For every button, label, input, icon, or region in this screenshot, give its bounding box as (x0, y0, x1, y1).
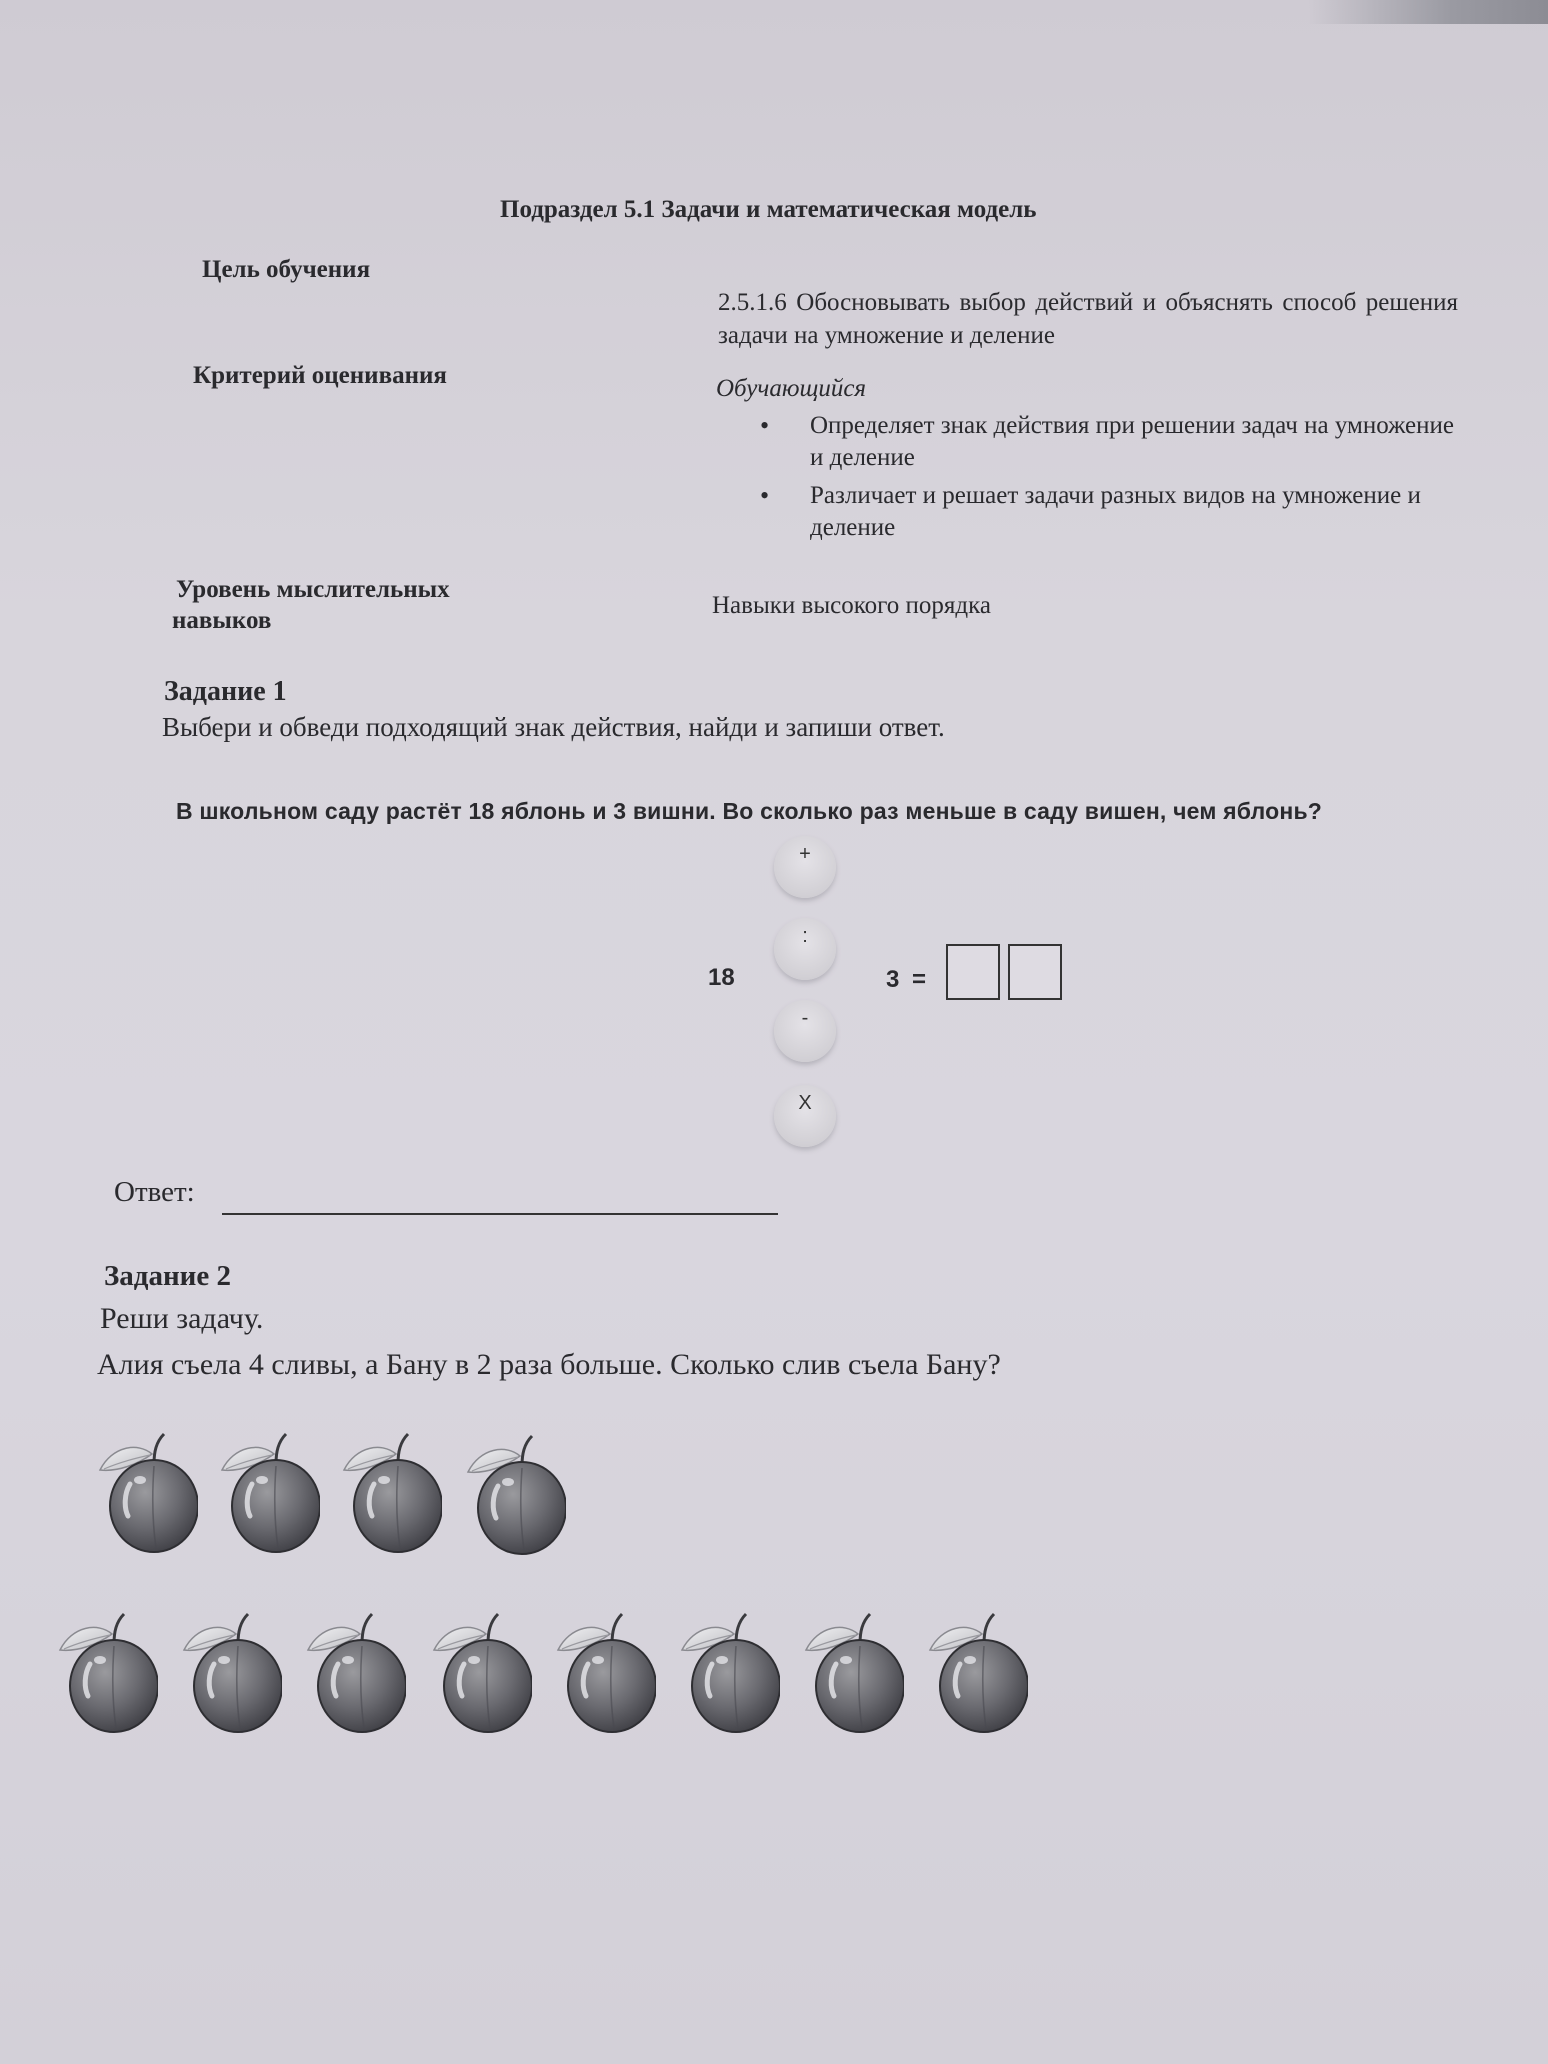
criteria-item: • Различает и решает задачи разных видов на умножение и деление (760, 480, 1470, 544)
plum-icon (54, 1604, 158, 1734)
goal-value: 2.5.1.6 Обосновывать выбор действий и объяснять способ решения задачи на умножение и деление (718, 289, 1458, 349)
plum-icon (178, 1604, 282, 1734)
answer-box-ones[interactable] (1008, 944, 1062, 1000)
equals-sign: = (912, 966, 927, 993)
section-title: Подраздел 5.1 Задачи и математическая модель (500, 196, 1037, 223)
plum-icon (94, 1424, 198, 1554)
right-number: 3 (886, 966, 900, 993)
plum-icon (676, 1604, 780, 1734)
level-value: Навыки высокого порядка (712, 592, 991, 619)
operator-minus[interactable]: - (774, 1000, 836, 1062)
left-number: 18 (708, 964, 735, 991)
plum-icon (338, 1424, 442, 1554)
task1-title: Задание 1 (164, 676, 287, 707)
level-label-line2: навыков (172, 607, 272, 634)
task2-title: Задание 2 (104, 1260, 232, 1292)
plum-icon (428, 1604, 532, 1734)
level-label-line1: Уровень мыслительных (176, 576, 450, 603)
criteria-item: • Определяет знак действия при решении задач на умножение и деление (760, 410, 1470, 474)
operator-multiply[interactable]: X (774, 1085, 836, 1147)
task1-problem: В школьном саду растёт 18 яблонь и 3 вишни. Во сколько раз меньше в саду вишен, чем яблонь? (176, 798, 1323, 824)
answer-label: Ответ: (114, 1176, 195, 1208)
operator-plus[interactable]: + (774, 836, 836, 898)
plum-icon (800, 1604, 904, 1734)
criteria-list (760, 410, 1470, 550)
answer-box-tens[interactable] (946, 944, 1000, 1000)
task2-problem: Алия съела 4 сливы, а Бану в 2 раза больше. Сколько слив съела Бану? (97, 1348, 1001, 1381)
plum-icon (924, 1604, 1028, 1734)
paper-edge-shadow (1308, 0, 1548, 24)
plum-icon (552, 1604, 656, 1734)
plum-icon (302, 1604, 406, 1734)
operator-divide[interactable]: : (774, 918, 836, 980)
learner-label: Обучающийся (716, 375, 867, 402)
task2-instruction: Реши задачу. (100, 1302, 264, 1335)
answer-line[interactable] (222, 1213, 778, 1215)
criteria-label: Критерий оценивания (193, 362, 447, 389)
plum-icon (462, 1426, 566, 1556)
plum-icon (216, 1424, 320, 1554)
goal-label: Цель обучения (202, 256, 371, 283)
task1-instruction: Выбери и обведи подходящий знак действия, найди и запиши ответ. (162, 712, 945, 742)
